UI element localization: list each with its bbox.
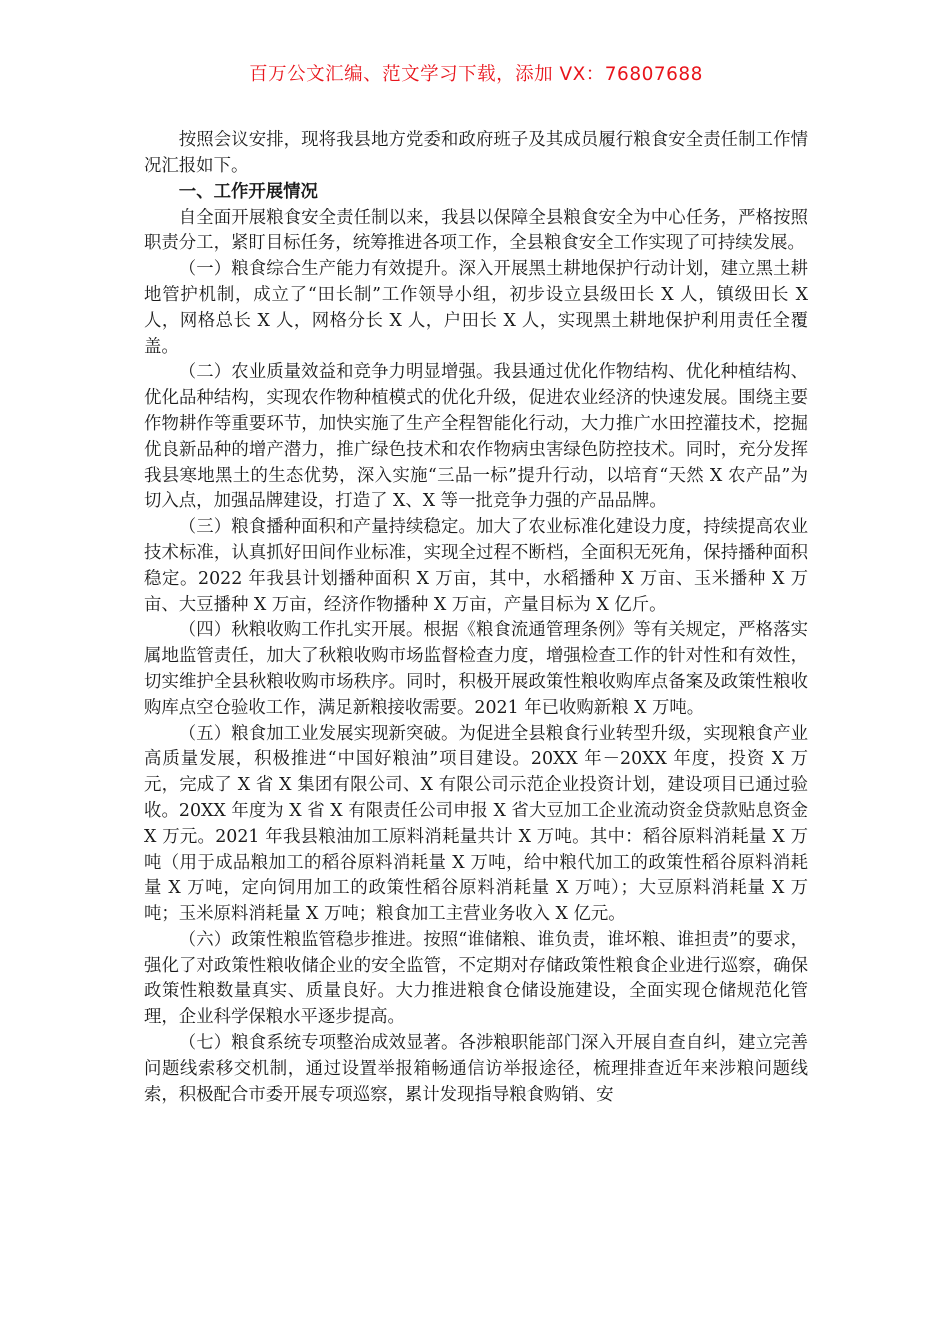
body-paragraph: （五）粮食加工业发展实现新突破。为促进全县粮食行业转型升级，实现粮食产业高质量发展，积极推进“中国好粮油”项目建设。20XX 年－20XX 年度，投资 X 万元，完成了 X 省 X 集团有限公司、X 有限公司示范企业投资计划，建设项目已通过验收。20XX 年度为 X 省 X 有限责任公司申报 X 省大豆加工企业流动资金贷款贴息资金 X 万元。2021 年我县粮油加工原料消耗量共计 X 万吨。其中：稻谷原料消耗量 X 万吨（用于成品粮加工的稻谷原料消耗量 X 万吨，给中粮代加工的政策性稻谷原料消耗量 X 万吨，定向饲用加工的政策性稻谷原料消耗量 X 万吨）；大豆原料消耗量 X 万吨；玉米原料消耗量 X 万吨；粮食加工主营业务收入 X 亿元。 — [144, 723, 808, 925]
intro-paragraph: 按照会议安排，现将我县地方党委和政府班子及其成员履行粮食安全责任制工作情况汇报如下。 — [144, 130, 808, 176]
watermark-header: 百万公文汇编、范文学习下载，添加 VX：76807688 — [249, 64, 703, 85]
body-paragraph: 自全面开展粮食安全责任制以来，我县以保障全县粮食安全为中心任务，严格按照职责分工，紧盯目标任务，统筹推进各项工作，全县粮食安全工作实现了可持续发展。 — [144, 207, 808, 254]
body-paragraph: （一）粮食综合生产能力有效提升。深入开展黑土耕地保护行动计划，建立黑土耕地管护机制，成立了“田长制”工作领导小组，初步设立县级田长 X 人，镇级田长 X 人，网格总长 X 人，网格分长 X 人，户田长 X 人，实现黑土耕地保护利用责任全覆盖。 — [144, 259, 808, 357]
body-paragraph: （六）政策性粮监管稳步推进。按照“谁储粮、谁负责，谁坏粮、谁担责”的要求，强化了对政策性粮收储企业的安全监管，不定期对存储政策性粮食企业进行巡察，确保政策性粮数量真实、质量良好。大力推进粮食仓储设施建设，全面实现仓储规范化管理，企业科学保粮水平逐步提高。 — [144, 929, 808, 1028]
section-heading: 一、工作开展情况 — [178, 181, 318, 202]
body-paragraph: （四）秋粮收购工作扎实开展。根据《粮食流通管理条例》等有关规定，严格落实属地监管责任，加大了秋粮收购市场监督检查力度，增强检查工作的针对性和有效性，切实维护全县秋粮收购市场秩序。同时，积极开展政策性粮收购库点备案及政策性粮收购库点空仓验收工作，满足新粮接收需要。2021 年已收购新粮 X 万吨。 — [144, 620, 808, 718]
body-paragraph: （三）粮食播种面积和产量持续稳定。加大了农业标准化建设力度，持续提高农业技术标准，认真抓好田间作业标准，实现全过程不断档，全面积无死角，保持播种面积稳定。2022 年我县计划播种面积 X 万亩，其中，水稻播种 X 万亩、玉米播种 X 万亩、大豆播种 X 万亩，经济作物播种 X 万亩，产量目标为 X 亿斤。 — [144, 517, 808, 615]
body-paragraph: （七）粮食系统专项整治成效显著。各涉粮职能部门深入开展自查自纠，建立完善问题线索移交机制，通过设置举报箱畅通信访举报途径，梳理排查近年来涉粮问题线索，积极配合市委开展专项巡察，累计发现指导粮食购销、安 — [144, 1033, 808, 1105]
body-paragraph: （二）农业质量效益和竞争力明显增强。我县通过优化作物结构、优化种植结构、优化品种结构，实现农作物种植模式的优化升级，促进农业经济的快速发展。围绕主要作物耕作等重要环节，加快实施了生产全程智能化行动，大力推广水田控灌技术，挖掘优良新品种的增产潜力，推广绿色技术和农作物病虫害绿色防控技术。同时，充分发挥我县寒地黑土的生态优势，深入实施“三品一标”提升行动，以培育“天然 X 农产品”为切入点，加强品牌建设，打造了 X、X 等一批竞争力强的产品品牌。 — [144, 362, 808, 512]
